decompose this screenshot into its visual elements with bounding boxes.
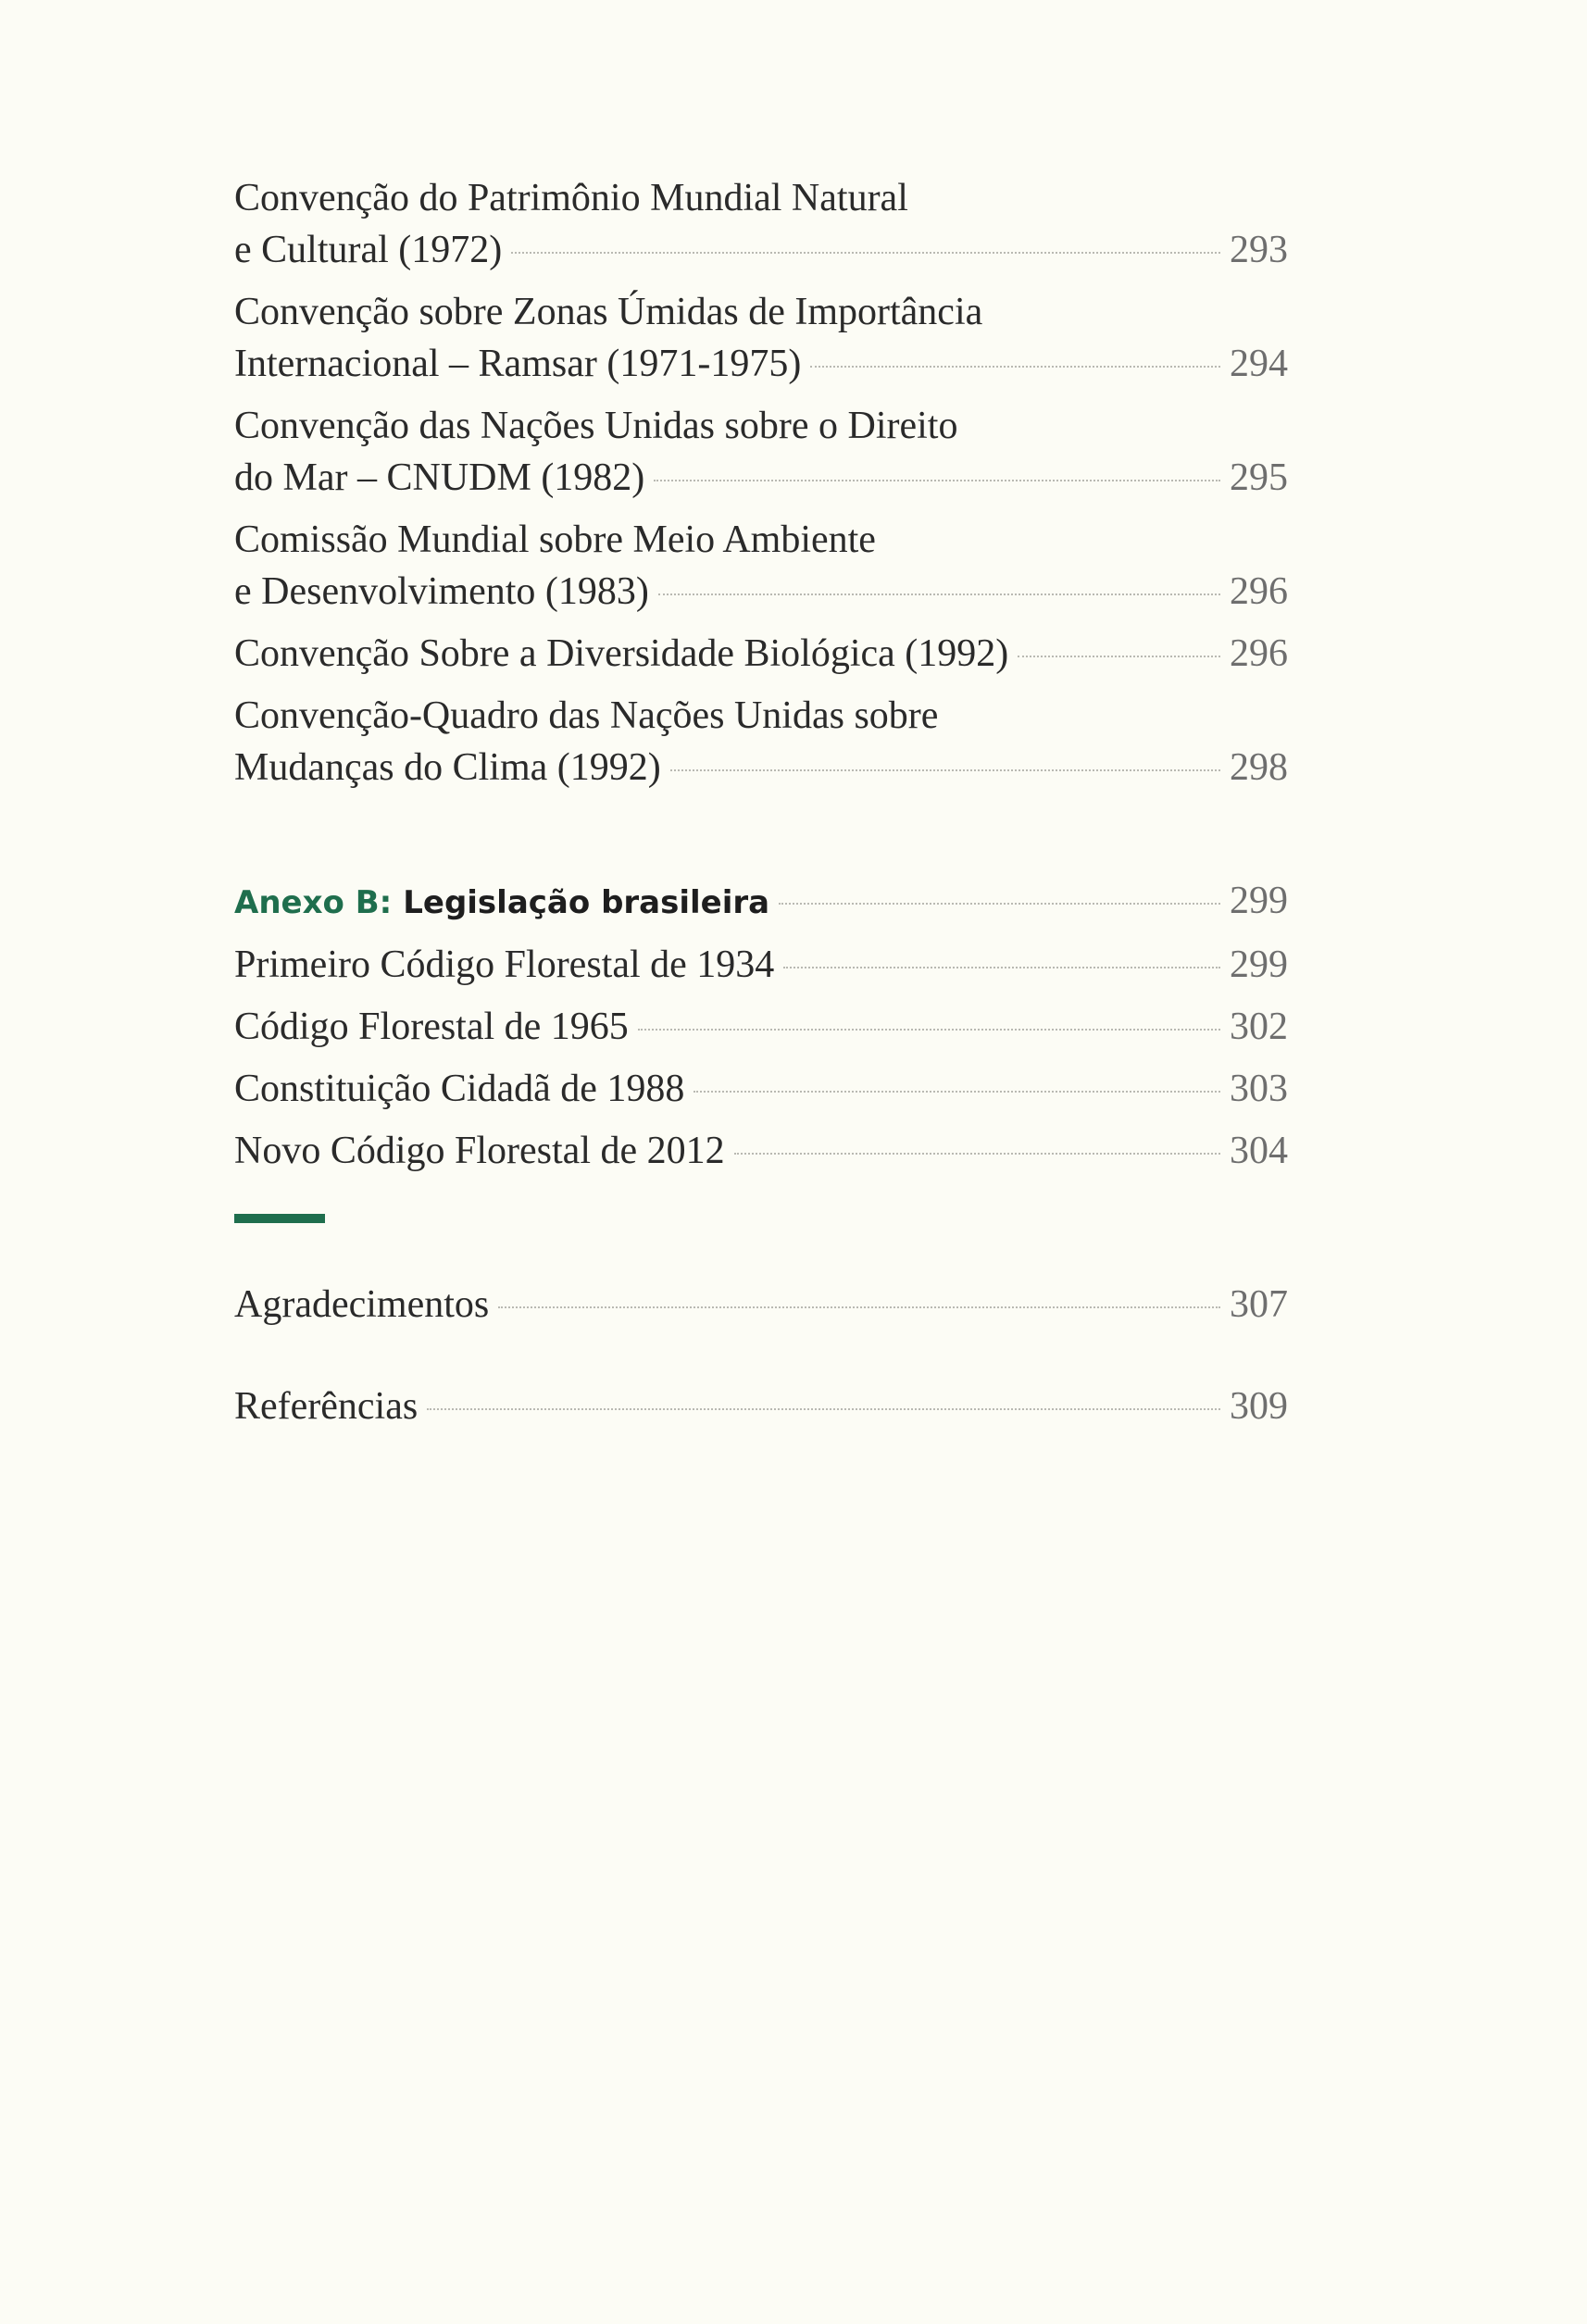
toc-entry-references[interactable] [234,1381,1288,1432]
toc-page-number: 299 [1230,943,1288,986]
toc-page-number: 302 [1230,1006,1288,1048]
toc-entry-code-2012[interactable] [234,1125,1288,1177]
toc-entry-world-heritage[interactable] [234,172,1288,276]
annex-title: Legislação brasileira [403,884,770,921]
section-spacer [234,804,1288,875]
toc-entry-ramsar[interactable] [234,286,1288,390]
table-of-contents [234,172,1288,1432]
toc-page-number: 296 [1230,632,1288,675]
toc-entry-world-commission[interactable] [234,514,1288,618]
toc-page-number: 307 [1230,1283,1288,1326]
toc-page-number: 294 [1230,343,1288,385]
toc-entry-title: Constituição Cidadã de 1988 [234,1068,685,1110]
dot-leader [670,769,1220,771]
toc-entry-code-1934[interactable] [234,939,1288,991]
dot-leader [779,903,1220,905]
toc-entry-constitution-1988[interactable] [234,1063,1288,1115]
toc-page-number: 298 [1230,746,1288,789]
toc-entry-title-line: Internacional – Ramsar (1971-1975) [234,343,802,385]
dot-leader [427,1408,1220,1410]
dot-leader [658,593,1220,595]
dot-leader [734,1153,1220,1155]
toc-entry-climate[interactable] [234,690,1288,793]
toc-entry-title: Novo Código Florestal de 2012 [234,1130,725,1172]
toc-entry-title-line: Convenção-Quadro das Nações Unidas sobre [234,694,939,737]
toc-entry-title-line: do Mar – CNUDM (1982) [234,456,645,499]
toc-page-number: 303 [1230,1068,1288,1110]
dot-leader [654,480,1220,481]
toc-entry-title: Código Florestal de 1965 [234,1006,629,1048]
toc-entry-title-line: e Cultural (1972) [234,229,503,271]
toc-entry-title-line: Convenção Sobre a Diversidade Biológica (1992) [234,632,1009,675]
toc-page-number: 295 [1230,456,1288,499]
toc-annex-b-heading[interactable] [234,875,1288,929]
toc-entry-acknowledgments[interactable] [234,1279,1288,1331]
section-spacer [234,1331,1288,1381]
toc-entry-cnudm[interactable] [234,400,1288,504]
toc-entry-title-line: Convenção das Nações Unidas sobre o Direito [234,405,958,447]
toc-entry-title-line: Convenção do Patrimônio Mundial Natural [234,177,908,219]
toc-entry-title-line: Convenção sobre Zonas Úmidas de Importância [234,291,983,333]
toc-entry-code-1965[interactable] [234,1001,1288,1053]
toc-entry-biodiversity[interactable] [234,628,1288,680]
dot-leader [1018,656,1220,657]
green-divider-rule [234,1214,325,1223]
toc-entry-title-line: e Desenvolvimento (1983) [234,570,649,613]
dot-leader [694,1091,1220,1093]
dot-leader [511,252,1220,254]
toc-entry-title-line: Mudanças do Clima (1992) [234,746,661,789]
dot-leader [810,366,1220,368]
toc-entry-title: Primeiro Código Florestal de 1934 [234,943,775,986]
dot-leader [783,967,1220,968]
toc-entry-title-line: Comissão Mundial sobre Meio Ambiente [234,519,876,561]
toc-entry-title: Referências [234,1385,419,1428]
dot-leader [638,1029,1220,1031]
toc-page-number: 299 [1230,880,1288,922]
toc-entry-title: Agradecimentos [234,1283,490,1326]
dot-leader [498,1306,1220,1308]
toc-page-number: 296 [1230,570,1288,613]
toc-page-number: 293 [1230,229,1288,271]
annex-label: Anexo B: [234,884,393,921]
toc-page-number: 304 [1230,1130,1288,1172]
toc-page-number: 309 [1230,1385,1288,1428]
